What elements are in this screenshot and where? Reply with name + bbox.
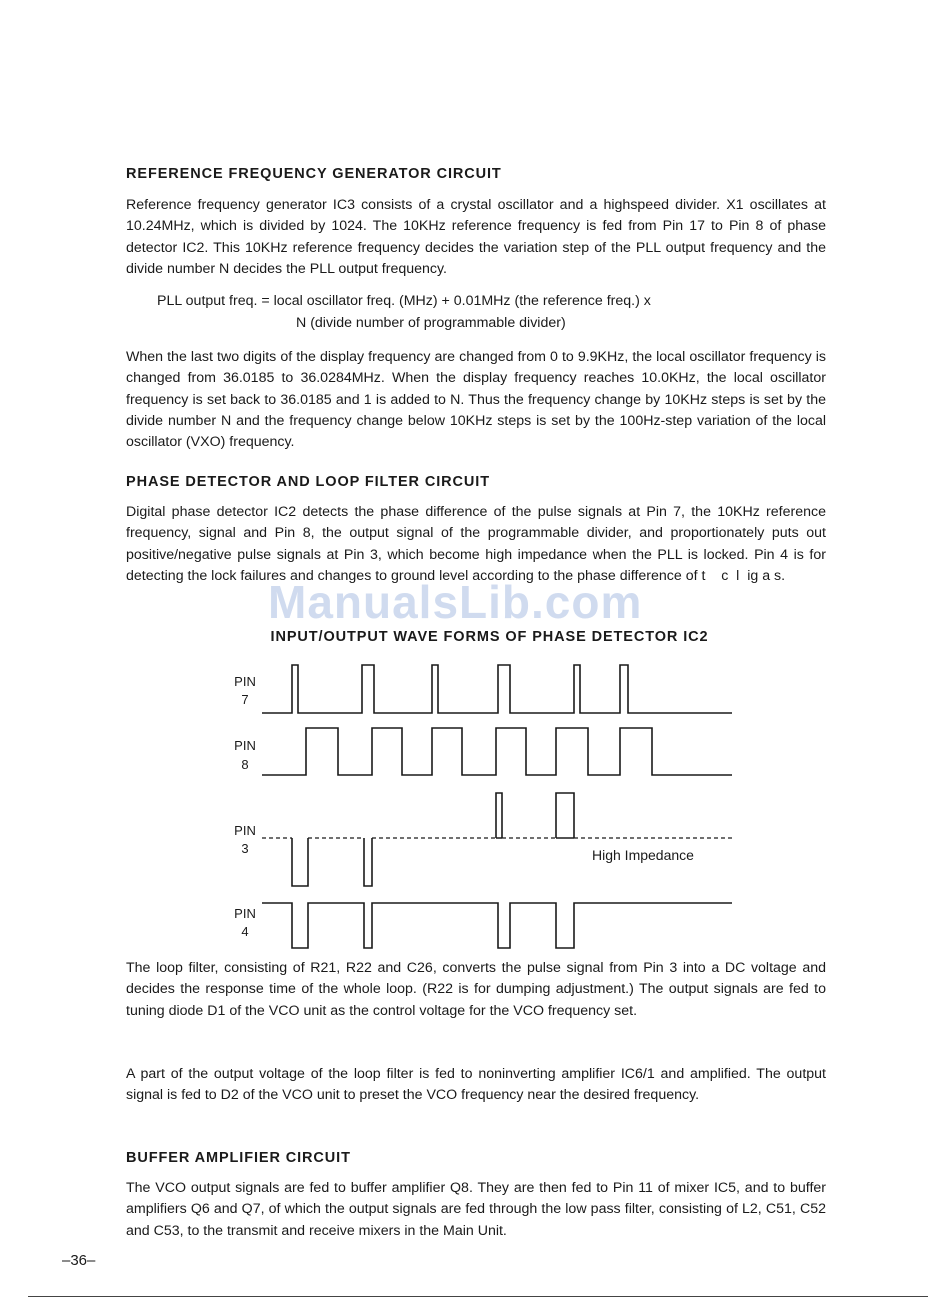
phase-paragraph: Digital phase detector IC2 detects the phase difference of the pulse signals at Pin 7, the 10KHz reference frequency, signal and Pin 8, the output signal of the programmable divider, and proportionately puts out positive/negative pulse signals at Pin 3, which become high impedance when the PLL is locked. Pin 4 is for detecting the lock failures and changes to ground level according to the phase difference of t c l ig a s.	[126, 504, 826, 584]
buffer-heading: BUFFER AMPLIFIER CIRCUIT	[126, 1150, 351, 1166]
phase-heading: PHASE DETECTOR AND LOOP FILTER CIRCUIT	[126, 474, 490, 490]
pin4-label-word: PIN	[234, 906, 256, 921]
bottom-rule	[28, 1296, 928, 1297]
pin8-label-num: 8	[241, 757, 249, 772]
pin8-label-word: PIN	[234, 738, 256, 753]
ref-paragraph-2: When the last two digits of the display frequency are changed from 0 to 9.9KHz, the local oscillator frequency is changed from 36.0185 to 36.0284MHz. When the display frequency reaches 10.0KHz, the local oscillator frequency is set back to 36.0185 and 1 is added to N. Thus the frequency change by 10KHz steps is set by the divide number N and the frequency change below 10KHz steps is set by the 100Hz-step variation of the local oscillator (VXO) frequency.	[126, 349, 826, 451]
ref-paragraph: Reference frequency generator IC3 consists of a crystal oscillator and a highspeed divider. X1 oscillates at 10.24MHz, which is divided by 1024. The 10KHz reference frequency is fed from Pin 17 to Pin 8 of phase detector IC2. This 10KHz reference frequency decides the variation step of the PLL output frequency and the divide number N decides the PLL output frequency.	[126, 197, 826, 277]
watermark-logo: ManualsLib.com	[268, 576, 643, 628]
figure-caption: INPUT/OUTPUT WAVE FORMS OF PHASE DETECTOR IC2	[270, 629, 709, 645]
pll-formula-line1: PLL output freq. = local oscillator freq. (MHz) + 0.01MHz (the reference freq.) x	[157, 293, 651, 309]
pin4-label-num: 4	[241, 924, 249, 939]
pin4-waveform	[262, 903, 732, 948]
buffer-paragraph: The VCO output signals are fed to buffer amplifier Q8. They are then fed to Pin 11 of mixer IC5, and to buffer amplifiers Q6 and Q7, of which the output signals are fed through the low pass filter, consisting of L2, C51, C52 and C53, to the transmit and receive mixers in the Main Unit.	[126, 1180, 826, 1239]
pin3-pulses	[292, 793, 574, 886]
pin8-waveform	[262, 728, 732, 775]
pin7-label-word: PIN	[234, 674, 256, 689]
pin7-waveform	[262, 665, 732, 713]
pin7-label-num: 7	[241, 692, 249, 707]
loop-paragraph: The loop filter, consisting of R21, R22 and C26, converts the pulse signal from Pin 3 into a DC voltage and decides the response time of the whole loop. (R22 is for dumping adjustment.) The output signals are fed to tuning diode D1 of the VCO unit as the control voltage for the VCO frequency set.	[126, 960, 826, 1019]
ref-heading: REFERENCE FREQUENCY GENERATOR CIRCUIT	[126, 166, 502, 182]
high-impedance-label: High Impedance	[592, 847, 694, 863]
pin3-label-word: PIN	[234, 823, 256, 838]
page-number: –36–	[62, 1252, 96, 1269]
loop-paragraph-2: A part of the output voltage of the loop filter is fed to noninverting amplifier IC6/1 and amplified. The output signal is fed to D2 of the VCO unit to preset the VCO frequency near the desired frequency.	[126, 1066, 826, 1104]
pin3-label-num: 3	[241, 841, 249, 856]
pll-formula-line2: N (divide number of programmable divider)	[296, 315, 566, 331]
